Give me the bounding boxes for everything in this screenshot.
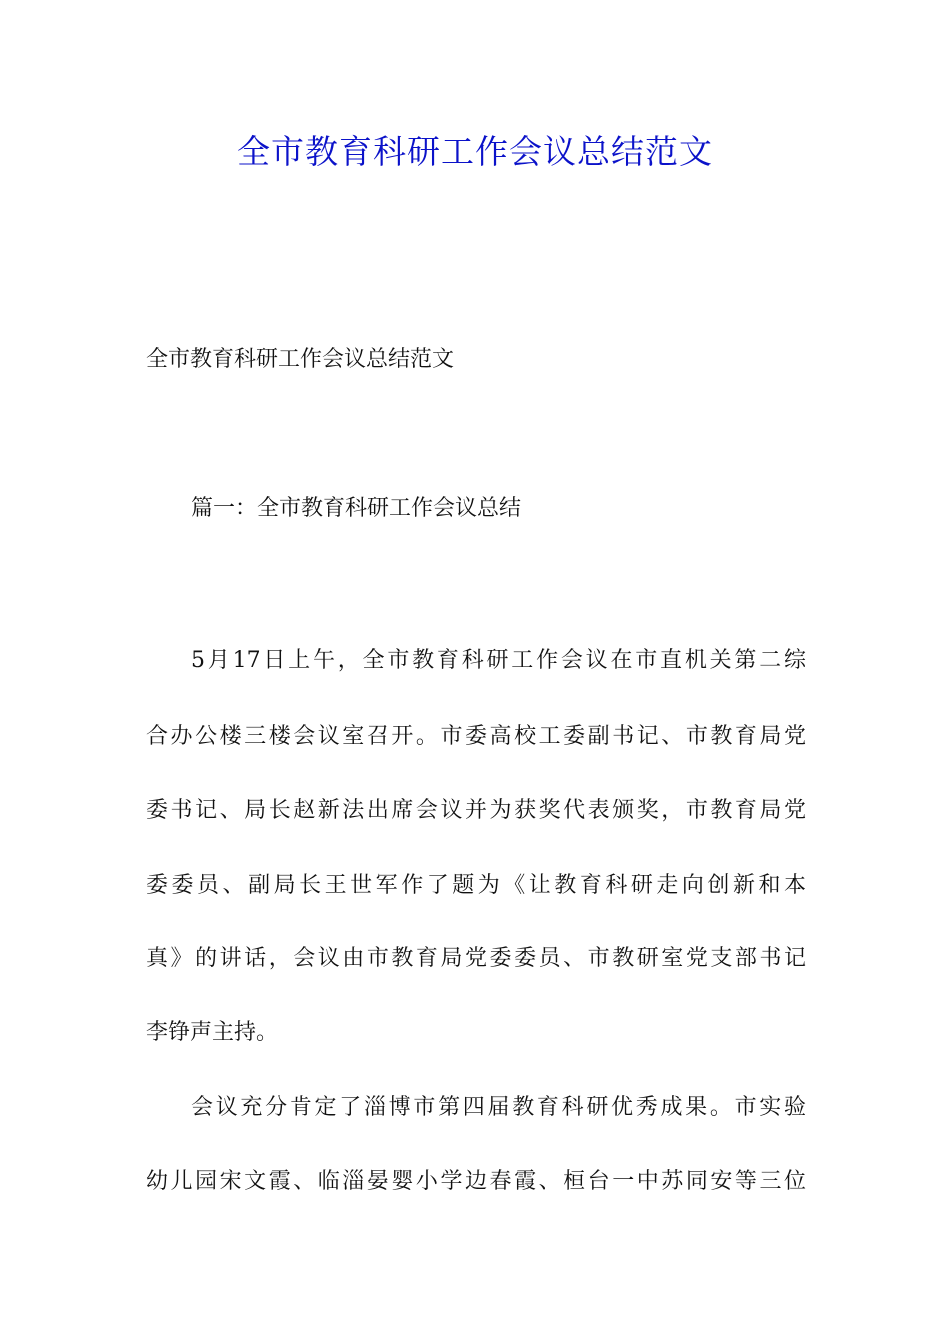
document-subtitle: 全市教育科研工作会议总结范文: [146, 347, 455, 372]
paragraph-line: 会议充分肯定了淄博市第四届教育科研优秀成果。市实验: [191, 1095, 806, 1120]
paragraph-line: 幼儿园宋文霞、临淄晏婴小学边春霞、桓台一中苏同安等三位: [146, 1169, 806, 1194]
paragraph-line: 真》的讲话，会议由市教育局党委委员、市教研室党支部书记: [146, 946, 806, 971]
paragraph-line: 合办公楼三楼会议室召开。市委高校工委副书记、市教育局党: [146, 724, 806, 749]
paragraph-line: 委书记、局长赵新法出席会议并为获奖代表颁奖，市教育局党: [146, 798, 806, 823]
paragraph-line: 李铮声主持。: [146, 1020, 279, 1045]
document-title: 全市教育科研工作会议总结范文: [237, 132, 713, 171]
section-heading: 篇一：全市教育科研工作会议总结: [191, 496, 522, 521]
paragraph-line: 委委员、副局长王世军作了题为《让教育科研走向创新和本: [146, 873, 806, 898]
paragraph-line: 5月17日上午，全市教育科研工作会议在市直机关第二综: [191, 648, 806, 673]
